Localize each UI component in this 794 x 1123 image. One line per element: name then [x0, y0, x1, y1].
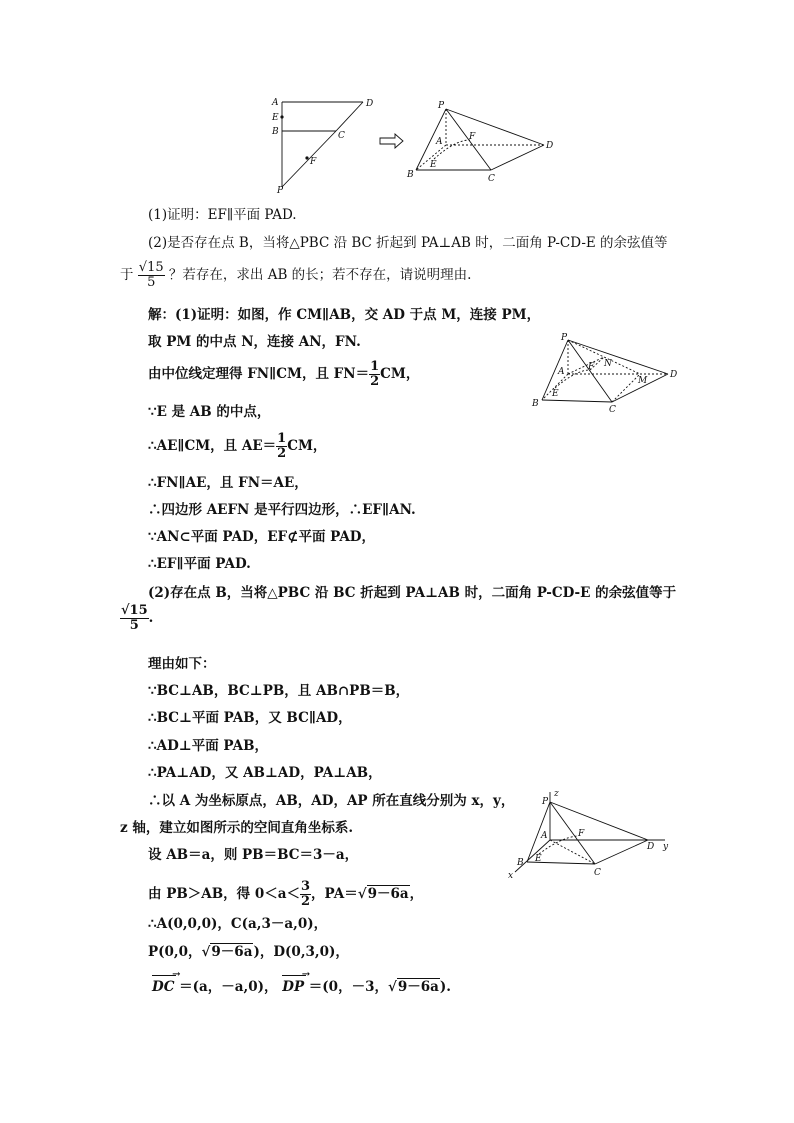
label-p2: P [438, 101, 445, 111]
solution-line-11 [120, 604, 153, 633]
l20-prefix: 由 PB＞AB，得 0＜a＜ [148, 886, 300, 902]
solution-line-15: ∴AD⊥平面 PAB， [148, 738, 268, 754]
solution-line-17: ∴以 A 为坐标原点，AB，AD，AP 所在直线分别为 x，y， [148, 793, 515, 809]
label-c1: C [338, 131, 345, 141]
right-arrow-icon [380, 134, 403, 148]
solution-line-20 [148, 880, 423, 909]
l20-fraction [300, 880, 311, 909]
solution-line-4: ∵E 是 AB 的中点， [148, 404, 271, 420]
question-2-line2 [120, 261, 471, 290]
label-b1: B [272, 127, 279, 137]
l5-fraction [276, 432, 287, 461]
l3-num: 1 [370, 359, 380, 374]
label-a2: A [436, 137, 443, 147]
label-d4: D [647, 842, 655, 852]
label-b2: B [407, 170, 414, 180]
solution-line-16: ∴PA⊥AD，又 AB⊥AD，PA⊥AB， [148, 765, 382, 781]
label-e1: E [272, 113, 279, 123]
l11-den: 5 [129, 618, 139, 633]
l22-radicand: 9－6a [211, 944, 253, 960]
solution-line-14: ∴BC⊥平面 PAB，又 BC∥AD， [148, 710, 352, 726]
label-b3: B [532, 399, 539, 409]
label-f2: F [469, 132, 476, 142]
q2-fraction [138, 261, 165, 290]
label-f4: F [578, 829, 585, 839]
solution-line-7: ∴四边形 AEFN 是平行四边形，∴EF∥AN. [148, 502, 416, 518]
l23-radicand: 9－6a [397, 979, 439, 995]
l3-fraction [369, 360, 380, 389]
solution-line-5 [148, 432, 326, 461]
label-d1: D [366, 99, 374, 109]
solution-line-3 [148, 360, 419, 389]
solution-line-23 [152, 978, 451, 996]
l23-mid2: ＝(0，－3，√ [308, 979, 397, 995]
l11-fraction [120, 604, 149, 633]
l5-prefix: ∴AE∥CM，且 AE＝ [148, 438, 277, 454]
solution-line-1: 解：(1)证明：如图，作 CM∥AB，交 AD 于点 M，连接 PM， [148, 307, 541, 323]
l23-suffix: ). [439, 979, 451, 995]
figure-fold [270, 95, 560, 195]
l5-num: 1 [277, 431, 287, 446]
figure-coordinates [505, 788, 675, 880]
l20-den: 2 [301, 894, 311, 909]
label-c2: C [488, 174, 495, 184]
label-a1: A [272, 98, 279, 108]
solution-line-18: z 轴，建立如图所示的空间直角坐标系. [120, 820, 354, 836]
l20-num: 3 [301, 879, 311, 894]
point-e [280, 115, 283, 118]
l11-suffix: . [148, 610, 154, 626]
label-e2: E [430, 160, 437, 170]
label-d2: D [546, 141, 554, 151]
q2-frac-den: 5 [147, 275, 156, 290]
vector-dc: DC → [152, 978, 174, 996]
figure-solution-1 [528, 330, 678, 412]
label-p1: P [277, 186, 284, 195]
l22-suffix: )，D(0,3,0)， [253, 944, 349, 960]
solution-line-21: ∴A(0,0,0)，C(a,3－a,0)， [148, 916, 328, 932]
point-f [305, 156, 308, 159]
label-z: z [554, 789, 559, 799]
label-n3: N [604, 359, 612, 369]
label-a3: A [558, 367, 565, 377]
label-b4: B [517, 858, 524, 868]
q2-frac-num: √15 [138, 260, 164, 275]
label-c3: C [609, 405, 616, 412]
label-x: x [508, 871, 514, 880]
solution-line-2: 取 PM 的中点 N，连接 AN，FN. [148, 334, 361, 350]
l11-num: √15 [121, 603, 148, 618]
solution-line-13: ∵BC⊥AB，BC⊥PB，且 AB∩PB＝B， [148, 683, 410, 699]
l5-den: 2 [277, 446, 287, 461]
l20-mid: ，PA＝√ [311, 886, 367, 902]
solution-line-6: ∴FN∥AE，且 FN＝AE， [148, 475, 308, 491]
vector-dp: DP → [282, 978, 304, 996]
solution-line-12: 理由如下： [148, 656, 216, 672]
solution-line-8: ∵AN⊂平面 PAD，EF⊄平面 PAD， [148, 529, 376, 545]
q2-prefix: 于 [120, 267, 134, 283]
label-c4: C [594, 868, 601, 878]
unfolded-figure [282, 102, 363, 187]
question-2-line1: (2)是否存在点 B，当将△PBC 沿 BC 折起到 PA⊥AB 时，二面角 P-CD-E 的余弦值等 [148, 235, 668, 251]
solution-line-10: (2)存在点 B，当将△PBC 沿 BC 折起到 PA⊥AB 时，二面角 P-CD-E 的余弦值等于 [148, 585, 677, 601]
l3-suffix: CM， [380, 366, 420, 382]
l5-suffix: CM， [287, 438, 327, 454]
solution-line-9: ∴EF∥平面 PAD. [148, 556, 251, 572]
l20-radicand: 9－6a [367, 886, 409, 902]
label-f3: F [588, 362, 595, 372]
label-p3: P [561, 333, 568, 343]
label-a4: A [541, 831, 548, 841]
label-p4: P [542, 797, 549, 807]
label-e4: E [535, 854, 542, 864]
label-m3: M [638, 376, 648, 386]
question-1: (1)证明：EF∥平面 PAD. [148, 207, 297, 223]
solution-line-19: 设 AB＝a，则 PB＝BC＝3－a， [148, 847, 359, 863]
q2-suffix: ？若存在，求出 AB 的长；若不存在，请说明理由. [168, 267, 472, 283]
l3-den: 2 [370, 374, 380, 389]
l23-mid: ＝(a，－a,0)， [179, 979, 278, 995]
label-d3: D [670, 370, 678, 380]
label-e3: E [552, 389, 559, 399]
label-y: y [663, 842, 669, 852]
label-f1: F [310, 157, 317, 167]
l22-prefix: P(0,0，√ [148, 944, 211, 960]
solution-line-22 [148, 943, 349, 961]
l20-suffix: ， [409, 886, 424, 902]
l3-prefix: 由中位线定理得 FN∥CM，且 FN＝ [148, 366, 370, 382]
